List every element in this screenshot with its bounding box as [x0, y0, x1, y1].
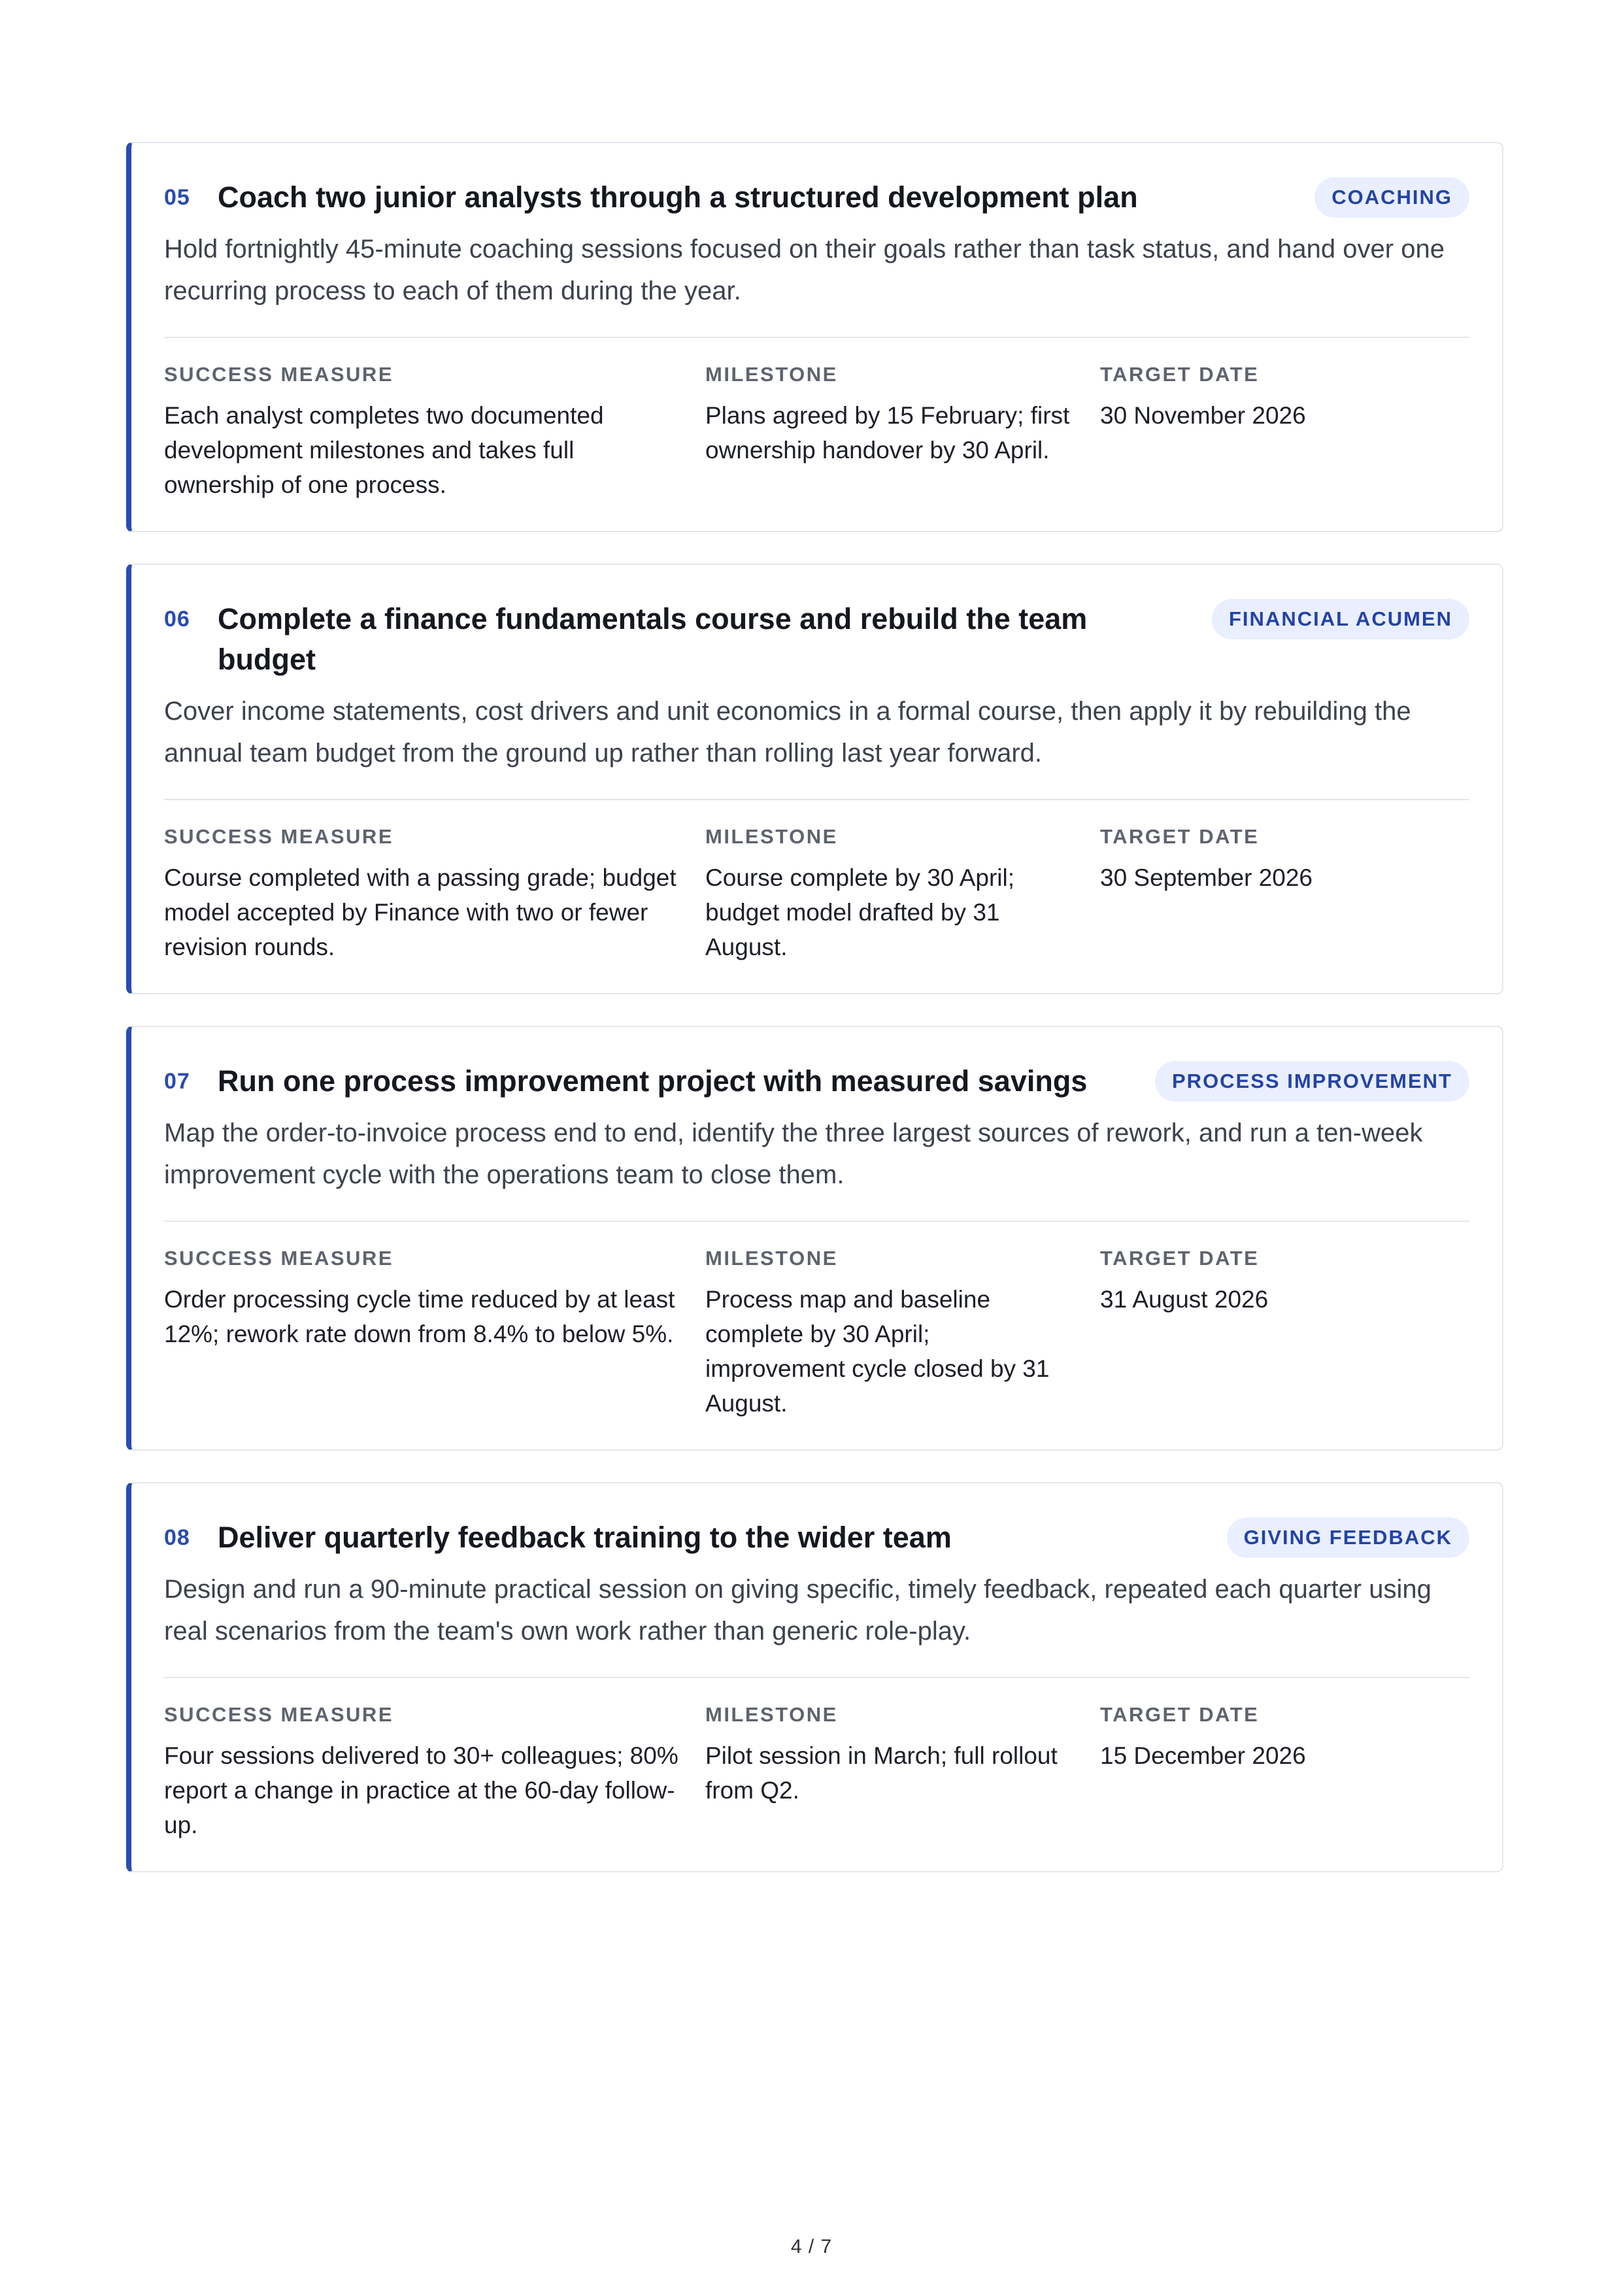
milestone-section — [705, 1244, 1100, 1421]
page-number: 4 / 7 — [790, 2236, 833, 2257]
goal-number: 06 — [164, 607, 190, 632]
target-date-label: TARGET DATE — [1100, 1247, 1260, 1270]
goal-card — [126, 142, 1503, 532]
milestone-label: MILESTONE — [705, 1703, 838, 1726]
goal-title-group — [164, 1061, 1129, 1102]
success-measure-section — [164, 1244, 705, 1421]
goal-title-group — [164, 177, 1288, 218]
divider — [164, 799, 1469, 800]
goal-category-tag: FINANCIAL ACUMEN — [1212, 599, 1469, 639]
target-date-value: 30 November 2026 — [1100, 402, 1306, 429]
success-measure-value: Each analyst completes two documented development milestones and takes full ownership of one process. — [164, 402, 604, 498]
target-date-section — [1100, 360, 1469, 502]
divider — [164, 1677, 1469, 1678]
success-measure-value: Order processing cycle time reduced by at least 12%; rework rate down from 8.4% to below 5%. — [164, 1286, 675, 1347]
goal-card — [126, 1482, 1503, 1872]
milestone-value: Plans agreed by 15 February; first ownership handover by 30 April. — [705, 402, 1070, 464]
goal-description: Map the order-to-invoice process end to end, identify the three largest sources of rework, and run a ten-week improvement cycle with the operations team to close them. — [164, 1119, 1423, 1189]
success-measure-label: SUCCESS MEASURE — [164, 1247, 393, 1270]
goal-number: 05 — [164, 185, 190, 210]
goal-card — [126, 564, 1503, 994]
success-measure-value: Four sessions delivered to 30+ colleagues; 80% report a change in practice at the 60-day follow-up. — [164, 1742, 678, 1838]
milestone-section — [705, 822, 1100, 964]
success-measure-section — [164, 1700, 705, 1842]
success-measure-label: SUCCESS MEASURE — [164, 363, 393, 386]
success-measure-label: SUCCESS MEASURE — [164, 825, 393, 848]
goal-description: Hold fortnightly 45-minute coaching sessions focused on their goals rather than task status, and hand over one recurring process to each of them during the year. — [164, 235, 1445, 305]
goal-title-group — [164, 1517, 1201, 1558]
goal-title: Coach two junior analysts through a structured development plan — [218, 180, 1138, 214]
goal-list — [126, 142, 1503, 1872]
target-date-label: TARGET DATE — [1100, 363, 1260, 386]
goal-card — [126, 1026, 1503, 1451]
goal-meta — [164, 822, 1469, 964]
milestone-value: Course complete by 30 April; budget model drafted by 31 August. — [705, 864, 1015, 960]
target-date-label: TARGET DATE — [1100, 825, 1260, 848]
divider — [164, 337, 1469, 338]
target-date-value: 30 September 2026 — [1100, 864, 1313, 891]
goal-header — [164, 177, 1469, 218]
milestone-label: MILESTONE — [705, 825, 838, 848]
success-measure-label: SUCCESS MEASURE — [164, 1703, 393, 1726]
milestone-value: Process map and baseline complete by 30 April; improvement cycle closed by 31 August. — [705, 1286, 1050, 1417]
goal-title-group — [164, 599, 1186, 680]
divider — [164, 1221, 1469, 1222]
target-date-section — [1100, 822, 1469, 964]
goal-title: Run one process improvement project with measured savings — [218, 1064, 1088, 1098]
goal-title: Complete a finance fundamentals course and rebuild the team budget — [218, 602, 1088, 676]
goal-category-tag: PROCESS IMPROVEMENT — [1155, 1061, 1469, 1102]
target-date-value: 31 August 2026 — [1100, 1286, 1269, 1313]
goal-number: 08 — [164, 1525, 190, 1550]
target-date-value: 15 December 2026 — [1100, 1742, 1306, 1769]
success-measure-section — [164, 822, 705, 964]
goal-meta — [164, 1244, 1469, 1421]
milestone-value: Pilot session in March; full rollout from Q2. — [705, 1742, 1058, 1804]
milestone-section — [705, 360, 1100, 502]
target-date-section — [1100, 1700, 1469, 1842]
milestone-section — [705, 1700, 1100, 1842]
goal-number: 07 — [164, 1069, 190, 1094]
goal-header — [164, 599, 1469, 680]
success-measure-section — [164, 360, 705, 502]
target-date-section — [1100, 1244, 1469, 1421]
goal-category-tag: COACHING — [1314, 177, 1469, 218]
goal-category-tag: GIVING FEEDBACK — [1227, 1517, 1469, 1558]
goal-meta — [164, 1700, 1469, 1842]
goal-title: Deliver quarterly feedback training to the wider team — [218, 1521, 952, 1554]
milestone-label: MILESTONE — [705, 363, 838, 386]
milestone-label: MILESTONE — [705, 1247, 838, 1270]
goal-description: Design and run a 90-minute practical session on giving specific, timely feedback, repeated each quarter using real scenarios from the team's own work rather than generic role-play. — [164, 1575, 1431, 1646]
goal-meta — [164, 360, 1469, 502]
goal-header — [164, 1517, 1469, 1558]
goal-header — [164, 1061, 1469, 1102]
goal-description: Cover income statements, cost drivers and unit economics in a formal course, then apply it by rebuilding the annual team budget from the ground up rather than rolling last year forward. — [164, 697, 1411, 768]
success-measure-value: Course completed with a passing grade; budget model accepted by Finance with two or fewer revision rounds. — [164, 864, 677, 960]
target-date-label: TARGET DATE — [1100, 1703, 1260, 1726]
